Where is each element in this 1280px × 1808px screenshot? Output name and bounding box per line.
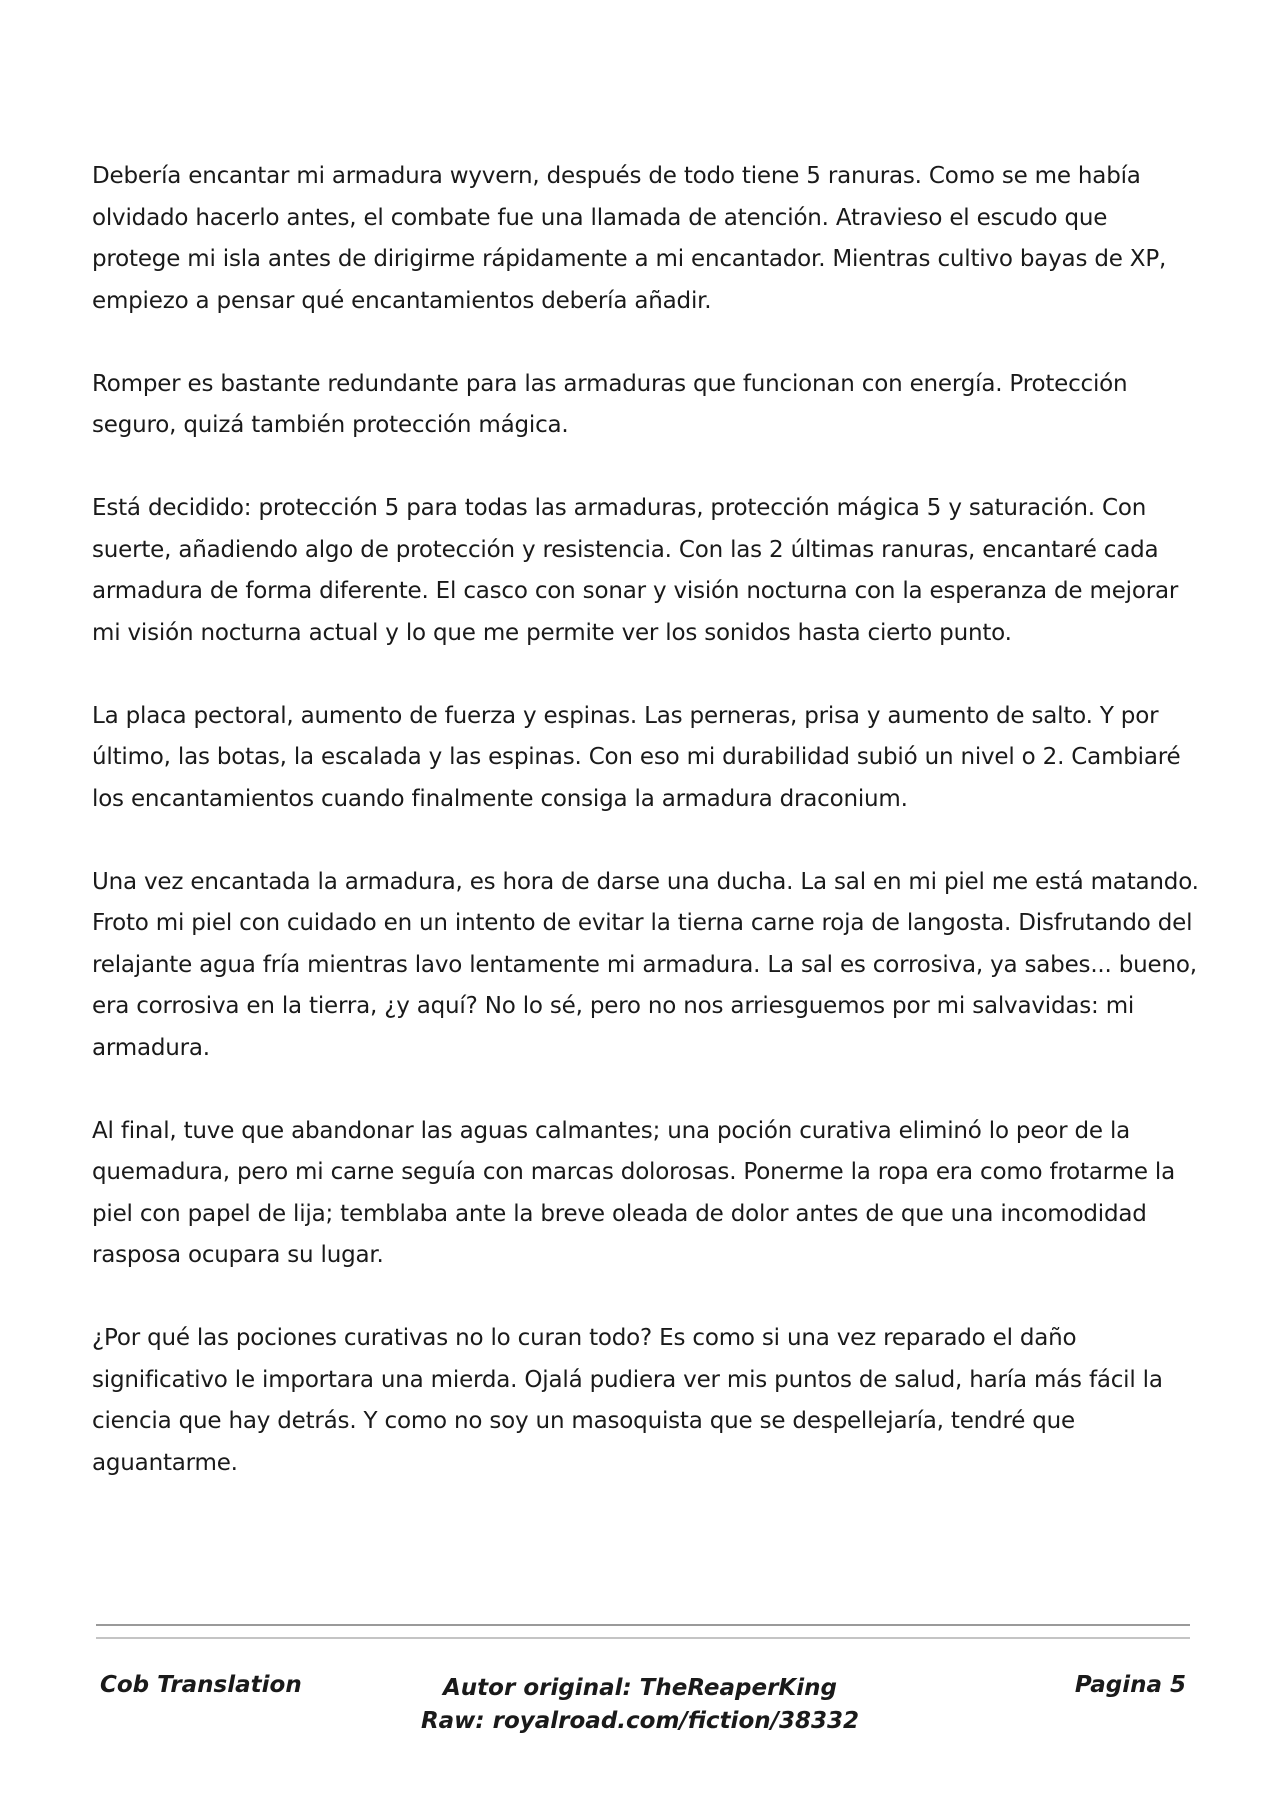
footer-author: Autor original: TheReaperKing xyxy=(443,1675,837,1701)
body-text xyxy=(92,156,1202,1526)
paragraph-1: Debería encantar mi armadura wyvern, después de todo tiene 5 ranuras. Como se me había olvidado hacerlo antes, el combate fue una llamada de atención. Atravieso el escudo que protege mi isla antes de dirigirme rápidamente a mi encantador. Mientras cultivo bayas de XP, empiezo a pensar qué encantamientos debería añadir. xyxy=(92,163,1167,314)
footer-raw-source: Raw: royalroad.com/fiction/38332 xyxy=(420,1708,860,1734)
footer-divider-top xyxy=(96,1624,1190,1626)
paragraph-6: Al final, tuve que abandonar las aguas calmantes; una poción curativa eliminó lo peor de la quemadura, pero mi carne seguía con marcas dolorosas. Ponerme la ropa era como frotarme la piel con papel de lija; temblaba ante la breve oleada de dolor antes de que una incomodidad rasposa ocupara su lugar. xyxy=(92,1117,1175,1268)
paragraph-3: Está decidido: protección 5 para todas las armaduras, protección mágica 5 y saturación. Con suerte, añadiendo algo de protección y resistencia. Con las 2 últimas ranuras, encantaré cada armadura de forma diferente. El casco con sonar y visión nocturna con la esperanza de mejorar mi visión nocturna actual y lo que me permite ver los sonidos hasta cierto punto. xyxy=(92,495,1179,646)
paragraph-2: Romper es bastante redundante para las armaduras que funcionan con energía. Protección seguro, quizá también protección mágica. xyxy=(92,370,1128,438)
footer-translator: Cob Translation xyxy=(100,1672,302,1698)
paragraph-4: La placa pectoral, aumento de fuerza y espinas. Las perneras, prisa y aumento de salto. Y por último, las botas, la escalada y las espinas. Con eso mi durabilidad subió un nivel o 2. Cambiaré los encantamientos cuando finalmente consiga la armadura draconium. xyxy=(92,702,1181,812)
footer-divider-bottom xyxy=(96,1637,1190,1639)
footer-page-number: Pagina 5 xyxy=(1074,1672,1186,1698)
paragraph-7: ¿Por qué las pociones curativas no lo curan todo? Es como si una vez reparado el daño significativo le importara una mierda. Ojalá pudiera ver mis puntos de salud, haría más fácil la ciencia que hay detrás. Y como no soy un masoquista que se despellejaría, tendré que aguantarme. xyxy=(92,1325,1163,1476)
paragraph-5: Una vez encantada la armadura, es hora de darse una ducha. La sal en mi piel me está matando. Froto mi piel con cuidado en un intento de evitar la tierna carne roja de langosta. Disfrutando del relajante agua fría mientras lavo lentamente mi armadura. La sal es corrosiva, ya sabes... bueno, era corrosiva en la tierra, ¿y aquí? No lo sé, pero no nos arriesguemos por mi salvavidas: mi armadura. xyxy=(92,868,1199,1061)
footer-credits xyxy=(340,1672,940,1738)
